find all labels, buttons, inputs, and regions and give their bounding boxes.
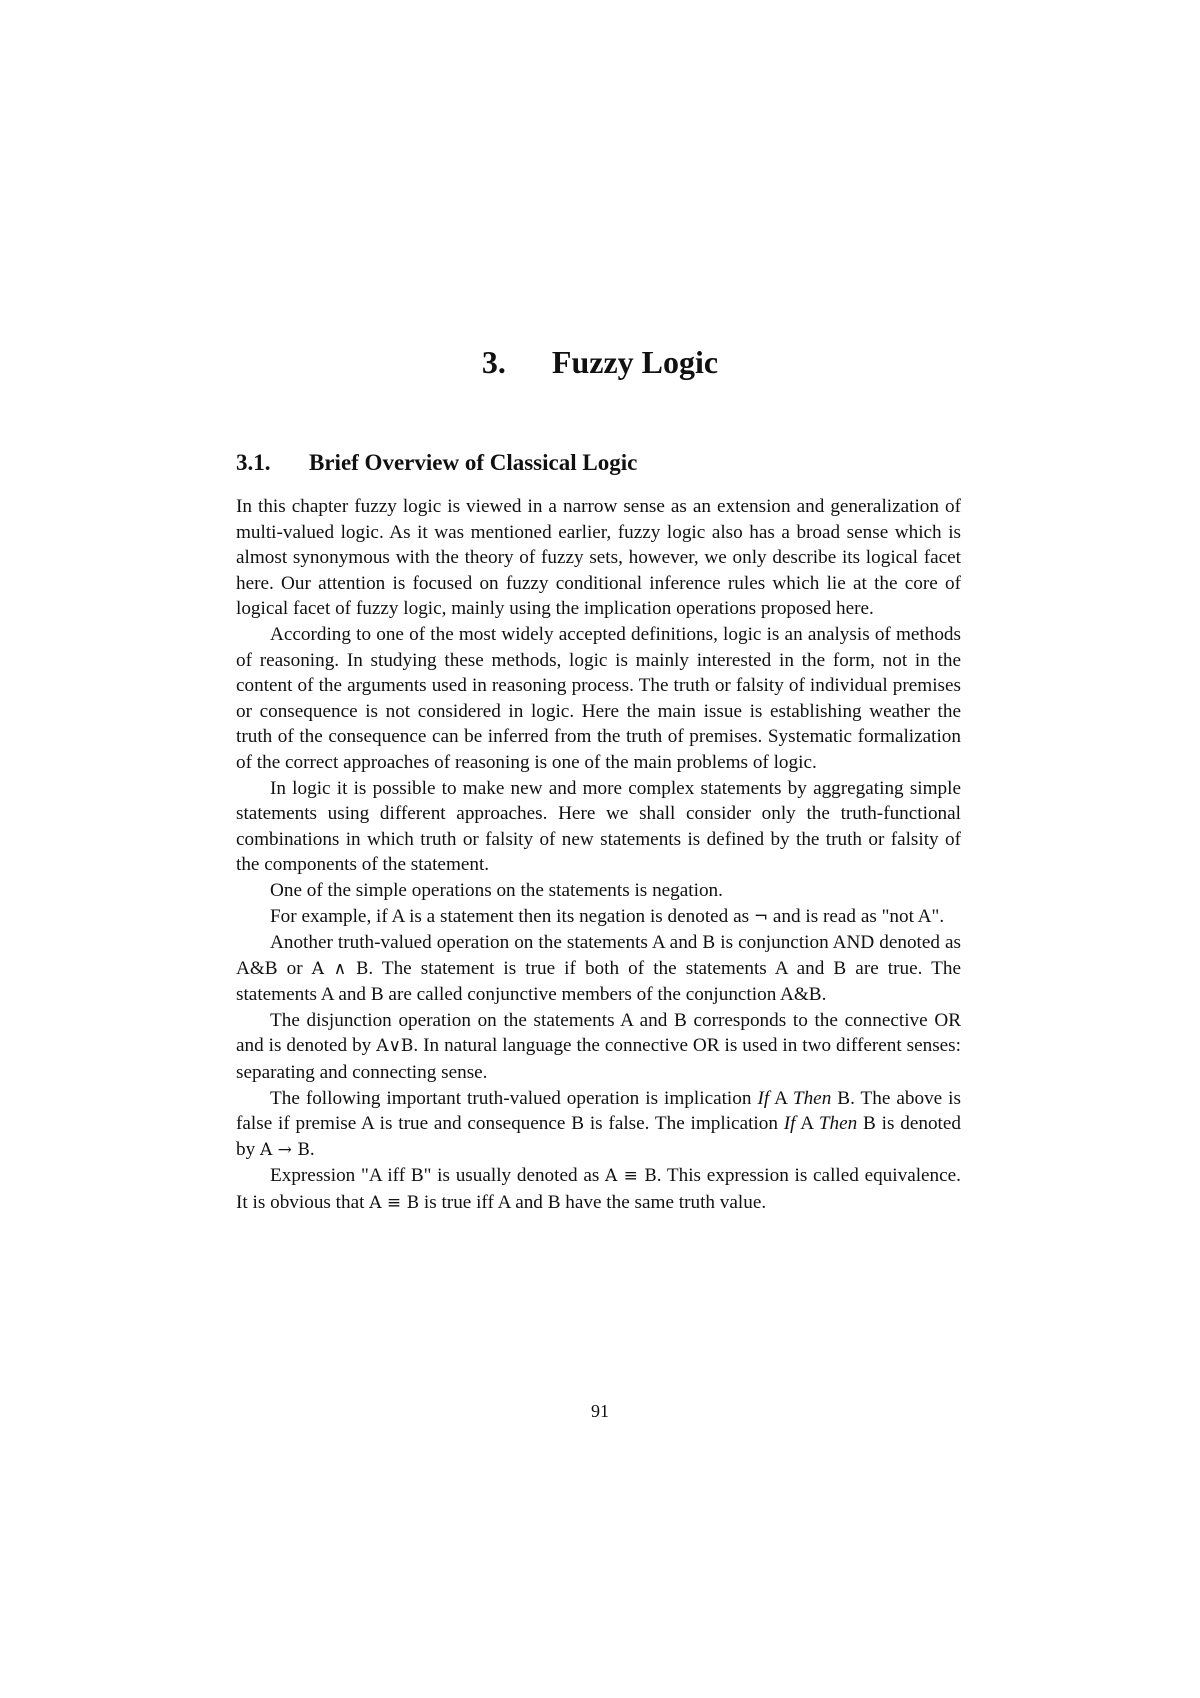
- paragraph-8-part-4: A: [795, 1113, 819, 1135]
- paragraph-8-part-2: A: [769, 1087, 793, 1109]
- paragraph-2: According to one of the most widely accepted definitions, logic is an analysis of methods of reasoning. In studying these methods, logic is mainly interested in the form, not in the content of the arguments used in reasoning process. The truth or falsity of individual premises or consequence is not considered in logic. Here the main issue is establishing weather the truth of the consequence can be inferred from the truth of premises. Systematic formalization of the correct approaches of reasoning is one of the main problems of logic.: [236, 623, 961, 773]
- paragraph-7: [236, 1008, 961, 1086]
- paragraph-6: [236, 930, 961, 1008]
- paragraph-7-text-after: . In natural language the connective OR is used in two different senses: separating and connecting sense.: [236, 1035, 961, 1084]
- if-keyword: If: [783, 1113, 796, 1135]
- body-text: [236, 494, 961, 1217]
- page-number: 91: [591, 1401, 609, 1421]
- implication-formula: A → B: [259, 1139, 310, 1160]
- chapter-title: [0, 342, 1200, 382]
- disjunction-formula: A∨B: [376, 1036, 414, 1057]
- paragraph-9-text-before: Expression "A iff B" is usually denoted as: [270, 1165, 606, 1187]
- paragraph-9: [236, 1163, 961, 1216]
- paragraph-7-text-before: The disjunction operation on the statements A and B corresponds to the connective OR and is denoted by: [236, 1009, 961, 1057]
- paragraph-8-part-3: B. The above is false if premise A is true and consequence B is false. The implication: [236, 1087, 961, 1135]
- paragraph-9-text-after: is true iff A and B have the same truth value.: [419, 1192, 767, 1214]
- section-heading: [236, 448, 637, 478]
- paragraph-8-part-1: The following important truth-valued operation is implication: [270, 1087, 758, 1109]
- paragraph-8: [236, 1086, 961, 1164]
- section-number: 3.1.: [236, 450, 271, 475]
- paragraph-8-part-5: B is denoted by: [236, 1113, 961, 1160]
- equivalence-formula: A ≡ B: [605, 1166, 657, 1187]
- paragraph-6-text-before: Another truth-valued operation on the statements A and B is conjunction AND denoted as A&B or: [236, 932, 961, 979]
- paragraph-3: In logic it is possible to make new and more complex statements by aggregating simple statements using different approaches. Here we shall consider only the truth-functional combinations in which truth or falsity of new statements is defined by the truth or falsity of the components of the statement.: [236, 777, 961, 876]
- negation-symbol: ¬: [753, 906, 769, 927]
- paragraph-4: One of the simple operations on the statements is negation.: [270, 879, 723, 901]
- chapter-number: 3.: [481, 344, 506, 380]
- then-keyword: Then: [792, 1087, 832, 1109]
- equivalence-formula: A ≡ B: [369, 1193, 420, 1214]
- paragraph-6-text-after: . The statement is true if both of the statements A and B are true. The statements A and B are called conjunctive members of the conjunction A&B.: [236, 957, 961, 1006]
- if-keyword: If: [757, 1087, 770, 1109]
- conjunction-formula: A ∧ B: [311, 958, 369, 979]
- then-keyword: Then: [818, 1113, 858, 1135]
- paragraph-5: [236, 904, 961, 931]
- paragraph-5-text-before: For example, if A is a statement then its negation is denoted as: [270, 905, 754, 927]
- paragraph-9-text-middle: . This expression is called equivalence. It is obvious that: [236, 1165, 961, 1214]
- section-title-text: Brief Overview of Classical Logic: [309, 450, 638, 475]
- chapter-title-text: Fuzzy Logic: [551, 344, 719, 380]
- paragraph-8-part-6: .: [309, 1138, 315, 1160]
- paragraph-5-text-after: and is read as "not A".: [768, 905, 945, 927]
- paragraph-1: In this chapter fuzzy logic is viewed in a narrow sense as an extension and generalization of multi-valued logic. As it was mentioned earlier, fuzzy logic also has a broad sense which is almost synonymous with the theory of fuzzy sets, however, we only describe its logical facet here. Our attention is focused on fuzzy conditional inference rules which lie at the core of logical facet of fuzzy logic, mainly using the implication operations proposed here.: [236, 496, 961, 620]
